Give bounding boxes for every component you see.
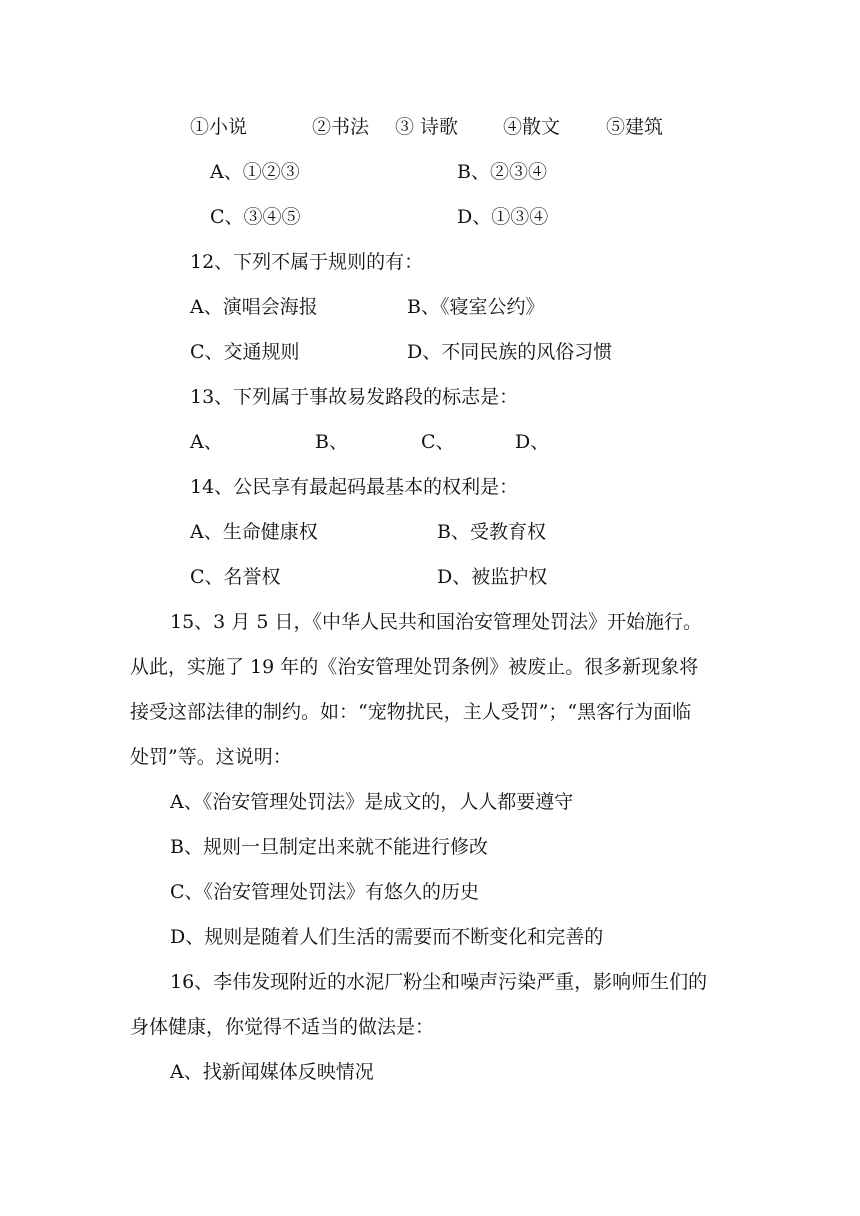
q14-stem: 14、公民享有最起码最基本的权利是：: [190, 476, 519, 498]
q13-option-d: D、: [515, 431, 550, 453]
q11-option-d: D、①③④: [457, 206, 549, 228]
q11-item-3: ③ 诗歌: [395, 116, 459, 138]
q15-stem-line-3: 接受这部法律的制约。如：“宠物扰民，主人受罚”；“黑客行为面临: [130, 701, 692, 723]
q16-option-a: A、找新闻媒体反映情况: [170, 1061, 374, 1083]
q13-stem: 13、下列属于事故易发路段的标志是：: [190, 386, 519, 408]
q11-item-2: ②书法: [312, 116, 370, 138]
q12-stem: 12、下列不属于规则的有：: [190, 251, 424, 273]
q15-stem-line-1: 15、3 月 5 日，《中华人民共和国治安管理处罚法》开始施行。: [170, 611, 702, 633]
q11-item-1: ①小说: [190, 116, 248, 138]
q15-option-b: B、规则一旦制定出来就不能进行修改: [170, 836, 488, 858]
q13-option-a: A、: [190, 431, 223, 453]
q11-option-a: A、①②③: [210, 161, 300, 183]
q15-stem-line-4: 处罚”等。这说明：: [130, 746, 292, 768]
q15-option-a: A、《治安管理处罚法》是成文的，人人都要遵守: [170, 791, 574, 813]
q15-option-d: D、规则是随着人们生活的需要而不断变化和完善的: [170, 926, 604, 948]
q11-item-5: ⑤建筑: [606, 116, 664, 138]
q14-option-a: A、生命健康权: [190, 521, 318, 543]
q15-option-c: C、《治安管理处罚法》有悠久的历史: [170, 881, 480, 903]
q14-option-d: D、被监护权: [437, 566, 548, 588]
q11-option-b: B、②③④: [457, 161, 547, 183]
q14-option-c: C、名誉权: [190, 566, 281, 588]
q15-stem-line-2: 从此，实施了 19 年的《治安管理处罚条例》被废止。很多新现象将: [130, 656, 699, 678]
q16-stem-line-1: 16、李伟发现附近的水泥厂粉尘和噪声污染严重，影响师生们的: [170, 971, 708, 993]
q13-option-b: B、: [315, 431, 348, 453]
q16-stem-line-2: 身体健康，你觉得不适当的做法是：: [130, 1016, 435, 1038]
q14-option-b: B、受教育权: [437, 521, 546, 543]
q12-option-b: B、《寝室公约》: [407, 296, 545, 318]
q11-option-c: C、③④⑤: [210, 206, 301, 228]
q12-option-c: C、交通规则: [190, 341, 300, 363]
q13-option-c: C、: [421, 431, 455, 453]
q12-option-a: A、演唱会海报: [190, 296, 318, 318]
q11-item-4: ④散文: [503, 116, 561, 138]
q12-option-d: D、不同民族的风俗习惯: [407, 341, 613, 363]
